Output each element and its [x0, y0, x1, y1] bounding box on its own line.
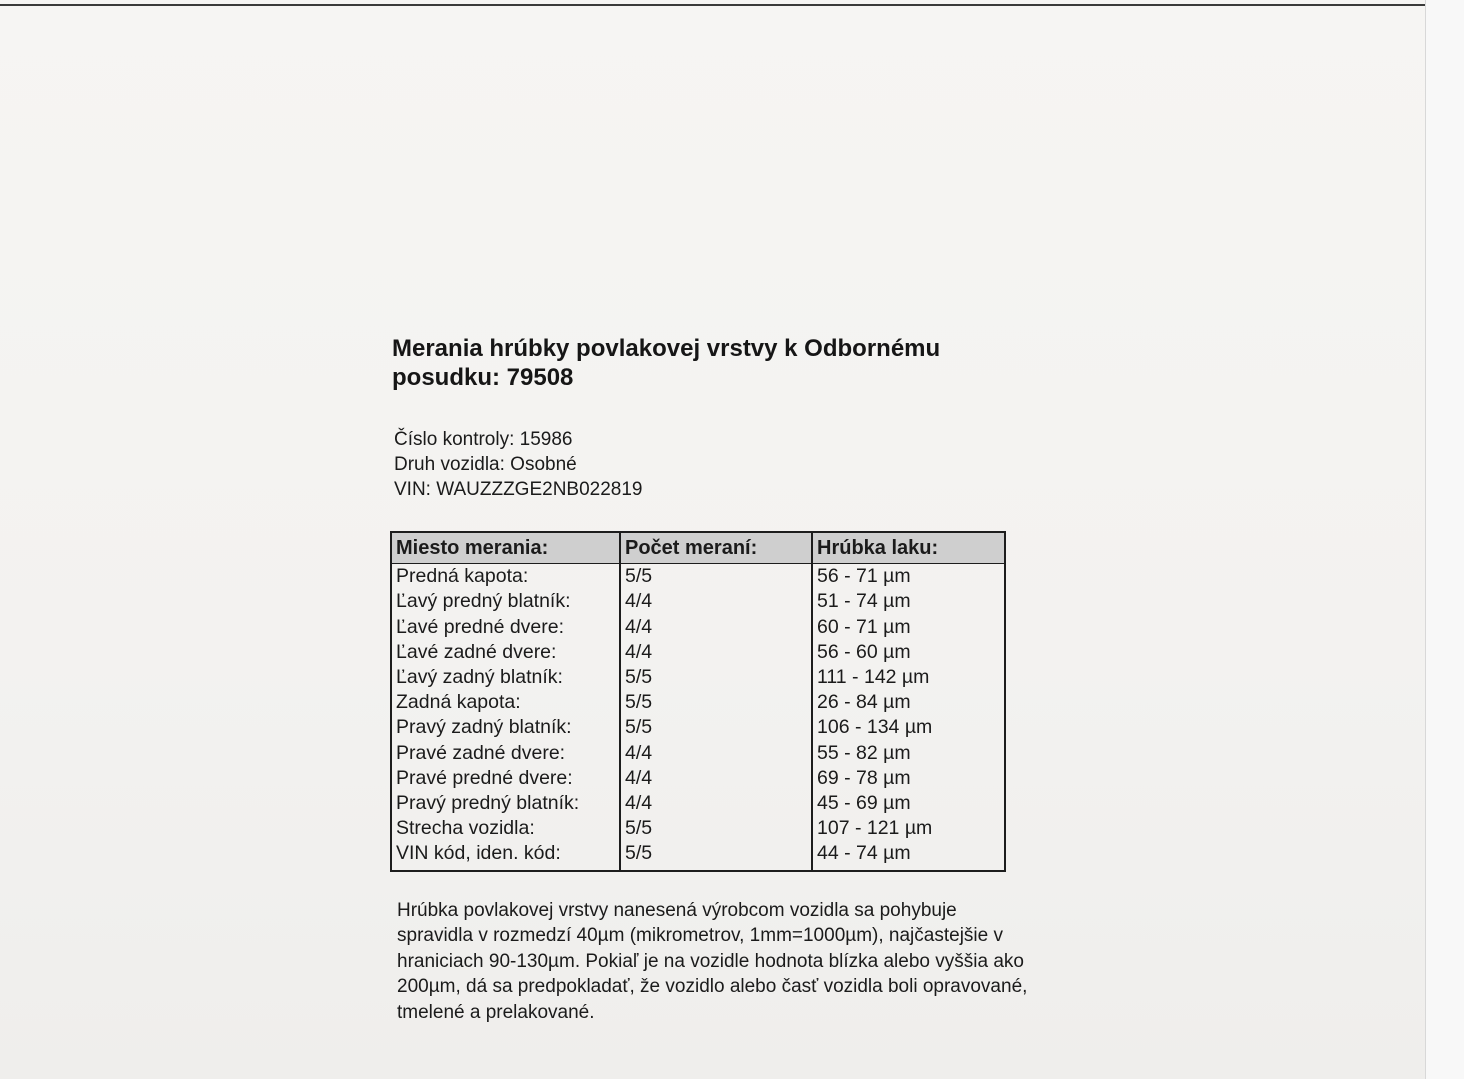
cell-location: Predná kapota:: [396, 565, 529, 588]
vin-number: VIN: WAUZZZGE2NB022819: [394, 479, 643, 500]
table-row: [391, 741, 1005, 766]
cell-location: Strecha vozidla:: [396, 817, 535, 840]
column-header-location: Miesto merania:: [391, 532, 620, 564]
vehicle-type: Druh vozidla: Osobné: [394, 454, 577, 475]
cell-thickness: 111 - 142 µm: [812, 665, 1005, 690]
control-number: Číslo kontroly: 15986: [394, 429, 573, 450]
cell-thickness: 56 - 71 µm: [812, 564, 1005, 590]
table-row: [391, 690, 1005, 715]
cell-thickness: 26 - 84 µm: [812, 690, 1005, 715]
cell-count: 5/5: [620, 841, 812, 870]
cell-location: Zadná kapota:: [396, 691, 521, 714]
cell-thickness: 55 - 82 µm: [812, 741, 1005, 766]
explanatory-note: Hrúbka povlakovej vrstvy nanesená výrobcom vozidla sa pohybuje spravidla v rozmedzí 40µm (mikrometrov, 1mm=1000µm), najčastejšie v hraniciach 90-130µm. Pokiaľ je na vozidle hodnota blízka alebo vyššia ako 200µm, dá sa predpokladať, že vozidlo alebo časť vozidla boli opravované, tmelené a prelakované.: [397, 900, 1028, 1023]
cell-thickness: 106 - 134 µm: [812, 715, 1005, 740]
cell-count: 4/4: [620, 589, 812, 614]
scan-margin-strip: [1425, 0, 1464, 1079]
table-row: [391, 816, 1005, 841]
measurement-sheet: [371, 318, 1056, 1058]
table-row: [391, 589, 1005, 614]
cell-thickness: 60 - 71 µm: [812, 615, 1005, 640]
cell-thickness: 51 - 74 µm: [812, 589, 1005, 614]
cell-thickness: 45 - 69 µm: [812, 791, 1005, 816]
cell-count: 4/4: [620, 791, 812, 816]
table-row: [391, 766, 1005, 791]
column-header-thickness: Hrúbka laku:: [812, 532, 1005, 564]
table-row: [391, 791, 1005, 816]
table-row: [391, 640, 1005, 665]
cell-count: 4/4: [620, 615, 812, 640]
scan-edge-line: [0, 4, 1425, 6]
cell-location: Pravý predný blatník:: [396, 792, 580, 815]
cell-count: 5/5: [620, 816, 812, 841]
cell-count: 4/4: [620, 766, 812, 791]
vehicle-info: [394, 427, 642, 502]
cell-location: Pravé zadné dvere:: [396, 741, 566, 764]
cell-count: 5/5: [620, 690, 812, 715]
cell-count: 5/5: [620, 564, 812, 590]
table-row: [391, 615, 1005, 640]
cell-count: 4/4: [620, 741, 812, 766]
table-row: [391, 665, 1005, 690]
cell-thickness: 44 - 74 µm: [812, 841, 1005, 870]
table-row: [391, 715, 1005, 740]
cell-location: Ľavý predný blatník:: [396, 590, 571, 613]
cell-thickness: 56 - 60 µm: [812, 640, 1005, 665]
cell-location: Ľavé zadné dvere:: [396, 640, 557, 663]
cell-thickness: 107 - 121 µm: [812, 816, 1005, 841]
cell-location: Pravý zadný blatník:: [396, 716, 572, 739]
document-title: Merania hrúbky povlakovej vrstvy k Odbornému posudku: 79508: [392, 335, 941, 391]
table-row: [391, 564, 1005, 590]
cell-thickness: 69 - 78 µm: [812, 766, 1005, 791]
column-header-count: Počet meraní:: [620, 532, 812, 564]
cell-location: Ľavé predné dvere:: [396, 615, 565, 638]
cell-count: 5/5: [620, 665, 812, 690]
cell-location: Pravé predné dvere:: [396, 766, 573, 789]
cell-location: Ľavý zadný blatník:: [396, 666, 563, 689]
table-row: [391, 841, 1005, 870]
cell-location: VIN kód, iden. kód:: [396, 842, 561, 865]
cell-count: 5/5: [620, 715, 812, 740]
cell-count: 4/4: [620, 640, 812, 665]
table-header-row: [391, 532, 1005, 564]
measurement-table: [390, 531, 1006, 872]
